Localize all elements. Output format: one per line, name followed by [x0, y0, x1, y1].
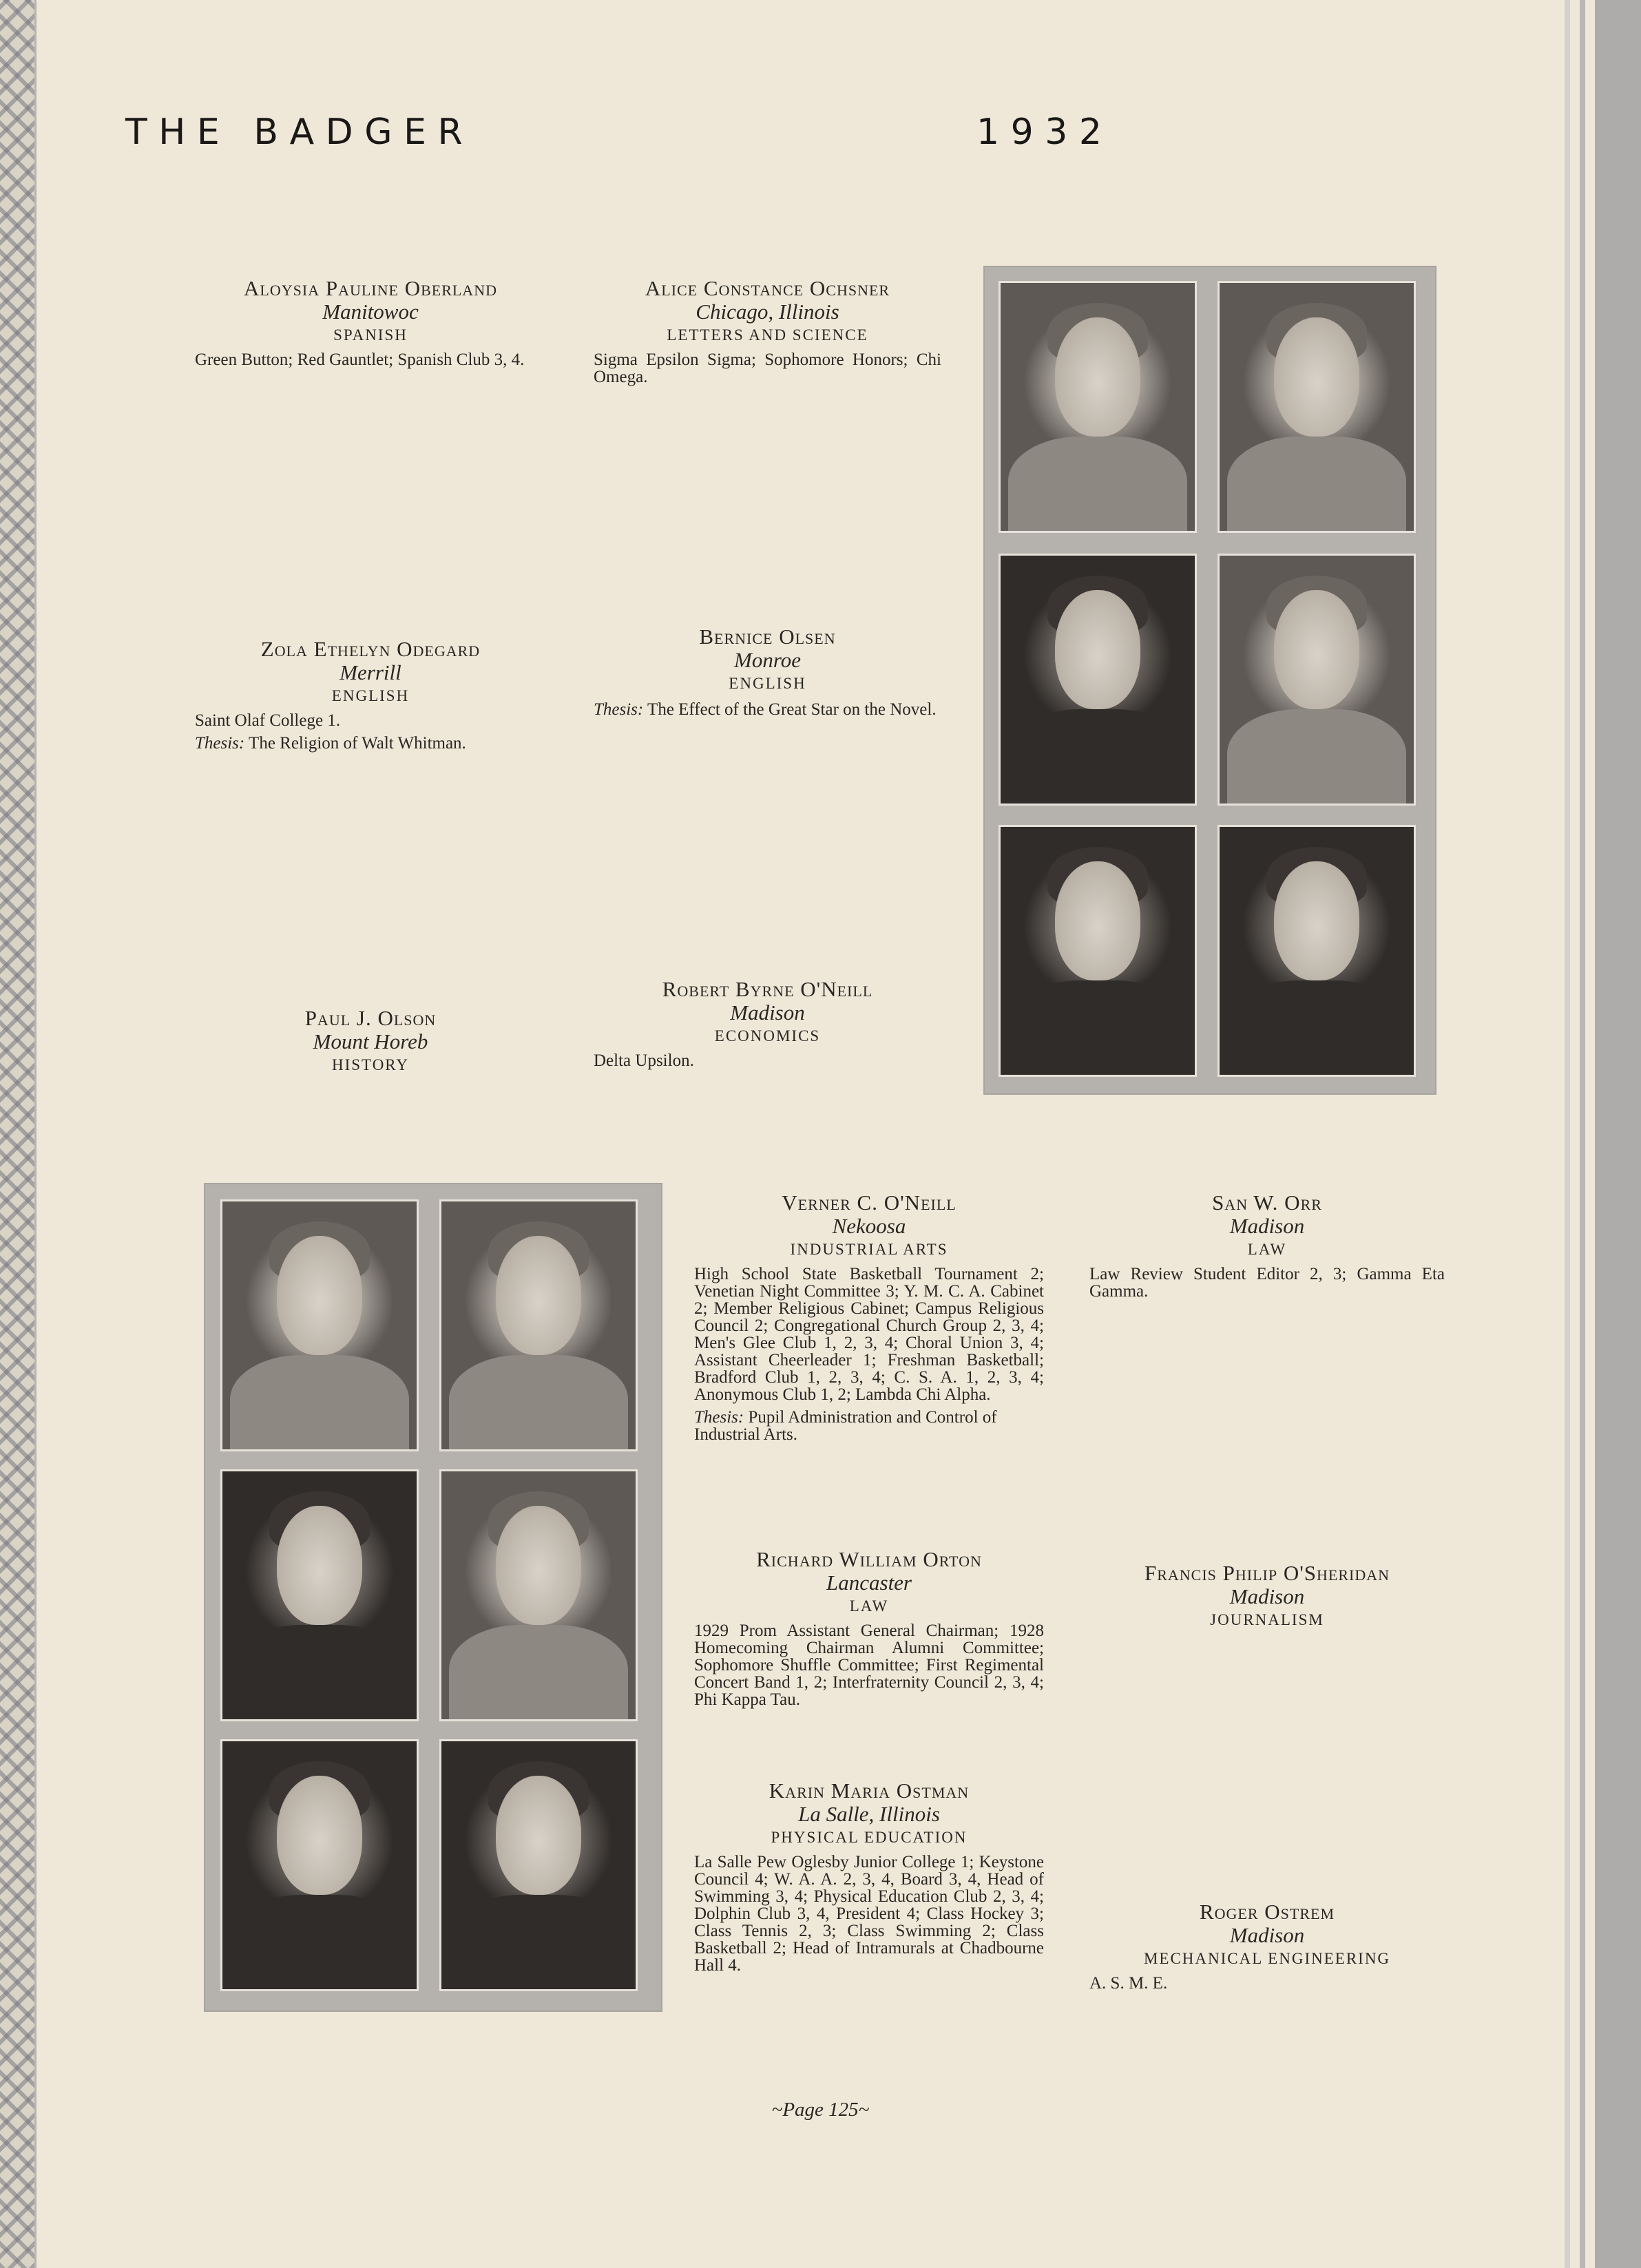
thesis-title: Pupil Administration and Control of Industrial Arts.	[694, 1408, 997, 1444]
entry-ostman	[694, 1779, 1044, 1974]
entry-olson	[195, 1007, 546, 1077]
portrait-oberland	[999, 281, 1197, 533]
running-head-year: 1 9 3 2	[976, 112, 1102, 153]
portrait-ochsner	[1217, 281, 1416, 533]
student-name: Verner C. O'Neill	[782, 1190, 957, 1215]
student-major: JOURNALISM	[1210, 1611, 1324, 1628]
student-town: Madison	[1229, 1584, 1305, 1608]
student-name: Richard William Orton	[756, 1547, 982, 1571]
running-head	[125, 112, 1227, 153]
entry-oberland	[195, 277, 546, 368]
student-major: MECHANICAL ENGINEERING	[1143, 1950, 1391, 1967]
student-name: San W. Orr	[1212, 1190, 1322, 1215]
student-bio: Law Review Student Editor 2, 3; Gamma Eta Gamma.	[1089, 1265, 1445, 1301]
page-number: ~Page 125~	[771, 2099, 870, 2121]
student-thesis	[694, 1409, 1044, 1443]
student-bio: Sigma Epsilon Sigma; Sophomore Honors; Chi Omega.	[594, 350, 941, 386]
portrait-olsen	[1217, 554, 1416, 806]
entry-ostrem	[1089, 1900, 1445, 1992]
entry-olsen	[594, 625, 941, 718]
thesis-label: Thesis:	[594, 700, 644, 719]
running-head-title: T H E B A D G E R	[125, 112, 463, 153]
entry-verner-oneill	[694, 1191, 1044, 1443]
student-town: Monroe	[734, 648, 801, 672]
student-major: SPANISH	[333, 326, 408, 344]
portrait-robert-oneill	[1217, 825, 1416, 1077]
student-bio: Green Button; Red Gauntlet; Spanish Club 3, 4.	[195, 350, 525, 369]
student-bio: High School State Basketball Tournament 2; Venetian Night Committee 3; Y. M. C. A. Cabinet 2; Member Religious Cabinet; Campus Religious Council 2; Congregational Church Group 2, 3, 4; Men's Glee Club 1, 2, 3, 4; Choral Union 3, 4; Assistant Cheerleader 1; Freshman Basketball; Bradford Club 1, 2, 3, 4; C. S. A. 1, 2, 3, 4; Anonymous Club 1, 2; Lambda Chi Alpha.	[694, 1265, 1044, 1404]
student-major: ENGLISH	[331, 687, 410, 704]
student-name: Zola Ethelyn Odegard	[260, 637, 481, 661]
student-name: Alice Constance Ochsner	[645, 276, 890, 300]
student-major: ECONOMICS	[714, 1027, 821, 1044]
entry-ochsner	[594, 277, 941, 386]
student-town: Madison	[1229, 1214, 1305, 1238]
student-bio: Delta Upsilon.	[594, 1051, 694, 1070]
student-name: Aloysia Pauline Oberland	[244, 276, 497, 300]
student-bio: Saint Olaf College 1.	[195, 711, 341, 730]
student-major: HISTORY	[332, 1056, 409, 1073]
thesis-label: Thesis:	[195, 734, 245, 753]
portrait-osheridan	[439, 1469, 638, 1721]
student-name: Paul J. Olson	[304, 1006, 437, 1030]
student-town: Merrill	[339, 660, 401, 684]
portrait-odegard	[999, 554, 1197, 806]
student-thesis	[195, 735, 546, 752]
student-bio: A. S. M. E.	[1089, 1974, 1168, 1993]
student-town: Chicago, Illinois	[696, 300, 839, 324]
entry-robert-oneill	[594, 978, 941, 1069]
student-major: LAW	[849, 1597, 889, 1615]
student-town: Lancaster	[826, 1571, 912, 1595]
portrait-ostrem	[439, 1739, 638, 1991]
student-major: ENGLISH	[729, 675, 806, 692]
entry-orr	[1089, 1191, 1445, 1300]
photo-panel-bottom	[204, 1183, 662, 2012]
student-town: Manitowoc	[322, 300, 419, 324]
thesis-title: The Effect of the Great Star on the Novel.	[647, 700, 937, 719]
student-name: Karin Maria Ostman	[769, 1778, 970, 1803]
thesis-label: Thesis:	[694, 1408, 744, 1427]
decorative-right-border	[1565, 0, 1641, 2268]
entry-orton	[694, 1548, 1044, 1708]
student-thesis	[594, 701, 941, 718]
student-town: Nekoosa	[832, 1214, 906, 1238]
portrait-orton	[220, 1469, 419, 1721]
student-bio: 1929 Prom Assistant General Chairman; 1928 Homecoming Chairman Alumni Committee; Sophomore Shuffle Committee; First Regimental Concert Band 1, 2; Interfraternity Council 2, 3, 4; Phi Kappa Tau.	[694, 1621, 1044, 1709]
student-major: INDUSTRIAL ARTS	[790, 1241, 948, 1258]
portrait-ostman	[220, 1739, 419, 1991]
student-town: La Salle, Illinois	[798, 1802, 940, 1826]
portrait-orr	[439, 1199, 638, 1451]
portrait-verner-oneill	[220, 1199, 419, 1451]
entry-osheridan	[1089, 1562, 1445, 1632]
student-major: LAW	[1247, 1241, 1287, 1258]
thesis-title: The Religion of Walt Whitman.	[249, 734, 466, 753]
student-bio: La Salle Pew Oglesby Junior College 1; Keystone Council 4; W. A. A. 2, 3, 4, Board 3, 4, Head of Swimming 3, 4; Physical Education Club 2, 3, 4; Dolphin Club 3, 4, President 4; Class Hockey 3; Class Tennis 2, 3; Class Swimming 2; Class Basketball 2; Head of Intramurals at Chadbourne Hall 4.	[694, 1853, 1044, 1975]
photo-panel-top	[983, 266, 1436, 1095]
student-name: Francis Philip O'Sheridan	[1144, 1561, 1390, 1585]
student-major: LETTERS AND SCIENCE	[667, 326, 868, 344]
student-major: PHYSICAL EDUCATION	[771, 1829, 968, 1846]
student-name: Robert Byrne O'Neill	[662, 977, 873, 1001]
entry-odegard	[195, 638, 546, 752]
student-name: Roger Ostrem	[1199, 1900, 1335, 1924]
student-town: Madison	[730, 1000, 805, 1025]
decorative-left-border	[0, 0, 36, 2268]
portrait-olson	[999, 825, 1197, 1077]
student-town: Madison	[1229, 1923, 1305, 1947]
student-town: Mount Horeb	[313, 1029, 428, 1053]
student-name: Bernice Olsen	[699, 624, 836, 649]
